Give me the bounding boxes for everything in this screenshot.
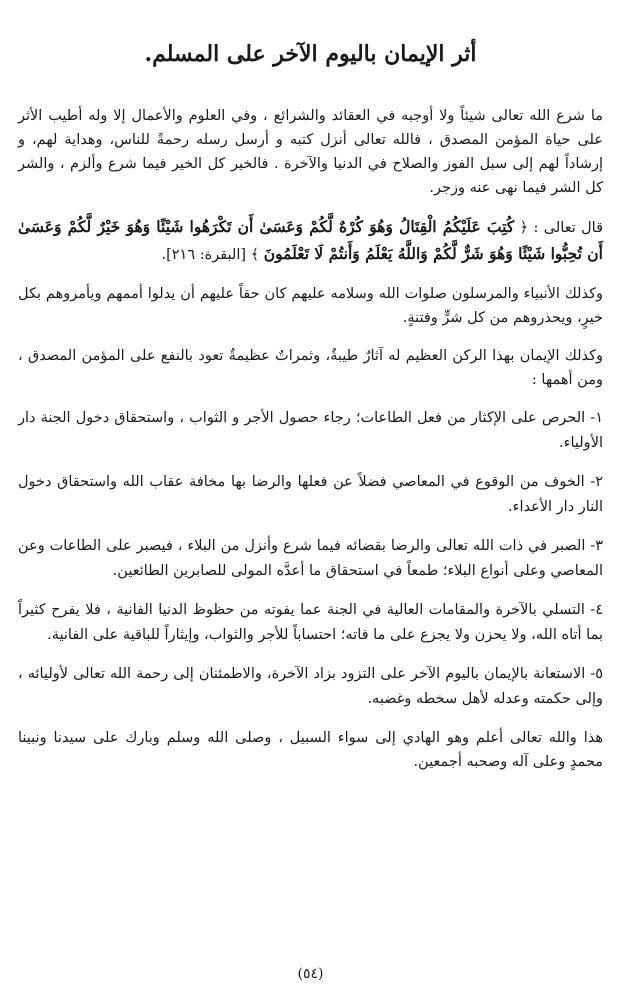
- list-item: ٣- الصبر في ذات الله تعالى والرضا بقضائه فيما شرع وأنزل من البلاء ، فيصبر على الطاعات وعن المعاصي وعلى أنواع البلاء؛ طمعاً في استحقاق ما أعدَّه المولى للصابرين الطائعين.: [18, 538, 603, 579]
- closing-text: هذا والله تعالى أعلم وهو الهادي إلى سواء السبيل ، وصلى الله وسلم وبارك على سيدنا ونبينا محمدٍ وعلى آله وصحبه أجمعين.: [18, 730, 603, 770]
- list-item: ٢- الخوف من الوقوع في المعاصي فضلاً عن فعلها والرضا بها مخافة عقاب الله واستحقاق دخول النار دار الأعداء.: [18, 474, 603, 515]
- intro-text: ما شرع الله تعالى شيئاً ولا أوجبه في العقائد والشرائع ، وفي العلوم والأعمال إلا وله أطيب الأثر على حياة المؤمن المصدق ، فالله تعالى أنزل كتبه و أرسل رسله رحمةً للناس، وهداية لهم، و إرشاداً لهم إلى سبل الفوز والصلاح في الدنيا والآخرة . فالخير كل الخير فيما شرع وألزم ، والشر كل الشر فيما نهى عنه وزجر.: [18, 108, 603, 196]
- pillar-text: وكذلك الإيمان بهذا الركن العظيم له آثارٌ طيبةٌ، وثمراتٌ عظيمةٌ تعود بالنفع على المؤمن المصدق ، ومن أهمها :: [18, 348, 603, 388]
- page-number: (٥٤): [297, 966, 324, 982]
- intro-paragraph: [18, 104, 603, 200]
- verse-suffix: ﴾: [250, 247, 260, 263]
- quran-verse-block: [18, 214, 603, 268]
- prophets-paragraph: [18, 282, 603, 330]
- list-item: ٤- التسلي بالآخرة والمقامات العالية في الجنة عما يفوته من حظوظ الدنيا الفانية ، فلا يفرح كثيراً بما أتاه الله، ولا يحزن ولا يجزع على ما فاته؛ احتساباً للأجر والثواب، وإيثاراً للباقية على الفانية.: [18, 602, 603, 643]
- list-item: ١- الحرص على الإكثار من فعل الطاعات؛ رجاء حصول الأجر و الثواب ، واستحقاق دخول الجنة دار الأولياء.: [18, 410, 603, 451]
- pillar-paragraph: [18, 344, 603, 392]
- list-item: ٥- الاستعانة بالإيمان باليوم الآخر على التزود بزاد الآخرة، والاطمئنان إلى رحمة الله تعالى لأوليائه ، وإلى حكمته وعدله لأهل سخطه وغضبه.: [18, 666, 603, 707]
- verse-reference: [البقرة: ٢١٦].: [161, 247, 247, 263]
- closing-paragraph: [18, 726, 603, 774]
- verse-text: كُتِبَ عَلَيْكُمُ الْقِتَالُ وَهُوَ كُرْهٌ لَّكُمْ وَعَسَىٰ أَن تَكْرَهُوا شَيْئًا وَهُوَ خَيْرٌ لَّكُمْ وَعَسَىٰ أَن تُحِبُّوا شَيْئًا وَهُوَ شَرٌّ لَّكُمْ وَاللَّهُ يَعْلَمُ وَأَنتُمْ لَا تَعْلَمُونَ: [18, 217, 603, 263]
- prophets-text: وكذلك الأنبياء والمرسلون صلوات الله وسلامه عليهم كان حقاً عليهم أن يدلوا أممهم ويأمروهم بكل خيرٍ، ويحذروهم من كل شرٍّ وفتنةٍ.: [18, 286, 603, 326]
- verse-prefix: قال تعالى : ﴿: [519, 220, 604, 236]
- page-title: أثر الإيمان باليوم الآخر على المسلم.: [144, 41, 477, 67]
